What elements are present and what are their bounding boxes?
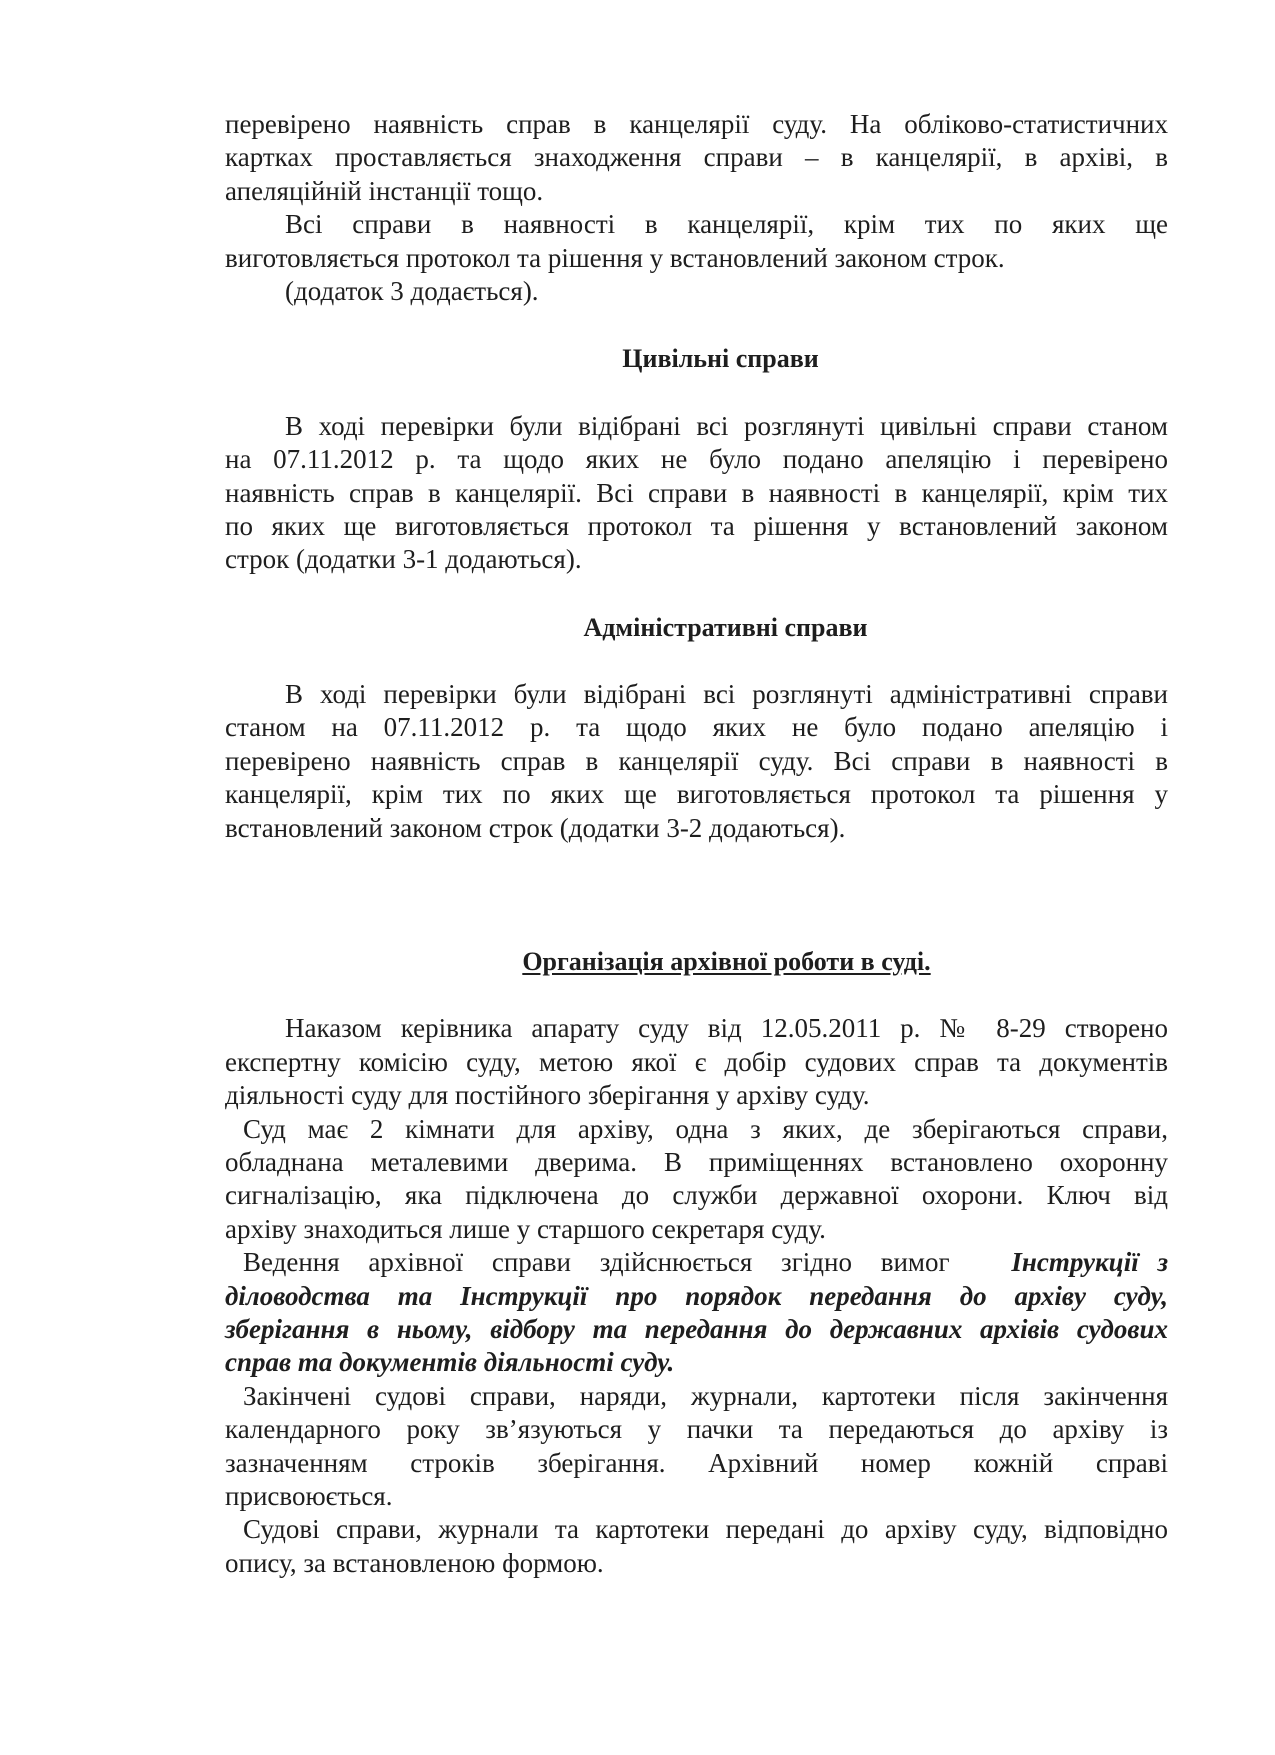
- archive-paragraph-1: [225, 1012, 1168, 1112]
- document-page: [225, 108, 1168, 1580]
- text-line: присвоюється.: [225, 1480, 393, 1511]
- instruction-title-start: Інструкції з: [1011, 1247, 1168, 1278]
- text-line: сигналізацію, яка підключена до служби державної охорони. Ключ від: [225, 1180, 1168, 1211]
- instruction-title-line: діловодства та Інструкції про порядок передання до архіву суду,: [225, 1280, 1168, 1311]
- text-line: Наказом керівника апарату суду від 12.05.2011 р. № 8-29 створено: [285, 1013, 1168, 1044]
- section-heading-archive: [225, 945, 1168, 978]
- text-line: діяльності суду для постійного зберігання у архіву суду.: [225, 1080, 870, 1111]
- text-line: В ході перевірки були відібрані всі розглянуті адміністративні справи: [285, 679, 1168, 710]
- text-line: архіву знаходиться лише у старшого секретаря суду.: [225, 1213, 826, 1244]
- text-line: канцелярії, крім тих по яких ще виготовляється протокол та рішення у: [225, 779, 1168, 810]
- text-line: Закінчені судові справи, наряди, журнали, картотеки після закінчення: [243, 1380, 1168, 1411]
- text-line: Суд має 2 кімнати для архіву, одна з яких, де зберігаються справи,: [243, 1113, 1168, 1144]
- text-plain: Ведення архівної справи здійснюється згідно вимог: [243, 1247, 950, 1278]
- text-line: перевірено наявність справ в канцелярії суду. На обліково-статистичних: [225, 109, 1168, 139]
- text-line: картках проставляється знаходження справи – в канцелярії, в архіві, в: [225, 142, 1168, 173]
- text-line: експертну комісію суду, метою якої є добір судових справ та документів: [225, 1046, 1168, 1077]
- archive-paragraph-2: [225, 1113, 1168, 1247]
- archive-paragraph-4: [225, 1380, 1168, 1514]
- text-line: виготовляється протокол та рішення у встановлений законом строк.: [225, 242, 1005, 273]
- section-heading-archive-text: Організація архівної роботи в суді.: [522, 947, 931, 977]
- intro-paragraph: [225, 108, 1168, 308]
- text-line: [225, 1246, 1168, 1279]
- text-line: станом на 07.11.2012 р. та щодо яких не було подано апеляцію і: [225, 712, 1168, 743]
- archive-paragraph-3: [225, 1246, 1168, 1380]
- text-line: обладнана металевими дверима. В приміщеннях встановлено охоронну: [225, 1146, 1168, 1177]
- text-line: наявність справ в канцелярії. Всі справи в наявності в канцелярії, крім тих: [225, 477, 1168, 508]
- section-heading-administrative: Адміністративні справи: [583, 612, 868, 642]
- archive-paragraph-5: [225, 1513, 1168, 1580]
- administrative-paragraph: [225, 678, 1168, 845]
- text-line: В ході перевірки були відібрані всі розглянуті цивільні справи станом: [285, 410, 1168, 441]
- text-line: зазначенням строків зберігання. Архівний номер кожній справі: [225, 1447, 1168, 1478]
- text-line: строк (додатки 3-1 додаються).: [225, 544, 582, 575]
- text-line: на 07.11.2012 р. та щодо яких не було подано апеляцію і перевірено: [225, 444, 1168, 475]
- text-line: опису, за встановленою формою.: [225, 1547, 604, 1578]
- civil-paragraph: [225, 410, 1168, 577]
- text-line: встановлений законом строк (додатки 3-2 додаються).: [225, 812, 846, 843]
- text-line: по яких ще виготовляється протокол та рішення у встановлений законом: [225, 510, 1168, 541]
- instruction-title-line: справ та документів діяльності суду.: [225, 1347, 675, 1378]
- section-heading-civil: Цивільні справи: [622, 344, 819, 374]
- text-line: перевірено наявність справ в канцелярії суду. Всі справи в наявності в: [225, 745, 1168, 776]
- text-line: календарного року зв’язуються у пачки та передаються до архіву із: [225, 1414, 1168, 1445]
- text-line: апеляційній інстанції тощо.: [225, 175, 544, 206]
- text-line: Всі справи в наявності в канцелярії, крім тих по яких ще: [285, 209, 1168, 240]
- text-line: (додаток 3 додається).: [285, 275, 539, 306]
- instruction-title-line: зберігання в ньому, відбору та передання до державних архівів судових: [225, 1313, 1168, 1344]
- text-line: Судові справи, журнали та картотеки передані до архіву суду, відповідно: [243, 1514, 1168, 1545]
